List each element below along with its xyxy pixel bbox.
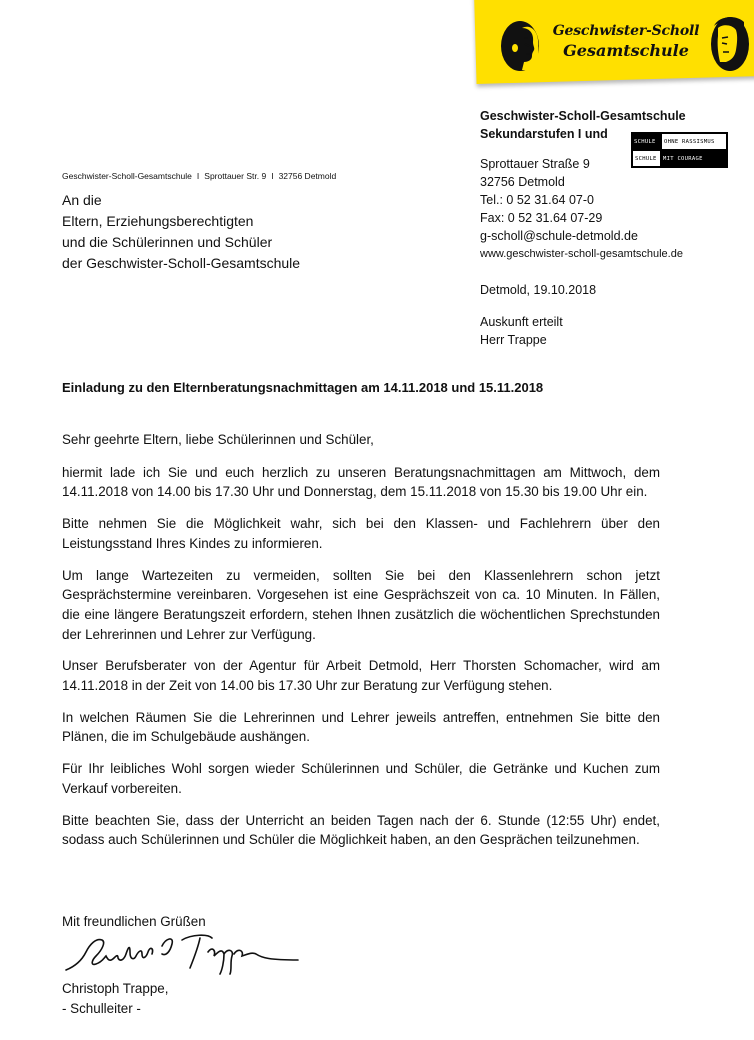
letter-subject: Einladung zu den Elternberatungsnachmittagen am 14.11.2018 und 15.11.2018: [62, 380, 544, 395]
paragraph: Für Ihr leibliches Wohl sorgen wieder Schülerinnen und Schüler, die Getränke und Kuchen zum Verkauf vorbereiten.: [62, 761, 660, 796]
sender-website: www.geschwister-scholl-gesamtschule.de: [480, 248, 683, 260]
sender-name: Geschwister-Scholl-Gesamtschule: [480, 109, 686, 123]
sender-email: g-scholl@schule-detmold.de: [480, 229, 638, 243]
return-address-street: Sprottauer Str. 9: [204, 171, 267, 181]
paragraph: Bitte nehmen Sie die Möglichkeit wahr, sich bei den Klassen- und Fachlehrern über den Leistungsstand Ihres Kindes zu informieren.: [62, 516, 660, 551]
badge-row2-left: SCHULE: [632, 150, 661, 167]
signer-name: Christoph Trappe,: [62, 981, 169, 996]
recipient-line: der Geschwister-Scholl-Gesamtschule: [62, 255, 301, 271]
handwritten-signature-icon: [62, 930, 302, 978]
return-address-school: Geschwister-Scholl-Gesamtschule: [62, 171, 192, 181]
logo-line-2: Gesamtschule: [563, 41, 689, 60]
logo-line-1: Geschwister-Scholl: [552, 23, 700, 39]
recipient-line: und die Schülerinnen und Schüler: [62, 234, 273, 250]
sender-fax: Fax: 0 52 31.64 07-29: [480, 211, 603, 225]
paragraph: hiermit lade ich Sie und euch herzlich zu unseren Beratungsnachmittagen am Mittwoch, dem 14.11.2018 von 14.00 bis 17.30 Uhr und Donnerstag, dem 15.11.2018 von 15.30 bis 19.00 Uhr ein.: [62, 464, 660, 500]
contact-name: Herr Trappe: [480, 333, 547, 347]
sender-subtitle: Sekundarstufen I und: [480, 127, 608, 141]
closing: Mit freundlichen Grüßen: [62, 914, 206, 929]
recipient-line: An die: [62, 192, 102, 208]
contact-label: Auskunft erteilt: [480, 315, 563, 329]
badge-row1-right: OHNE RASSISMUS: [661, 133, 727, 150]
salutation: Sehr geehrte Eltern, liebe Schülerinnen und Schüler,: [62, 432, 374, 447]
return-address-city: 32756 Detmold: [278, 171, 337, 181]
badge-row2-right: MIT COURAGE: [661, 150, 727, 167]
sender-street: Sprottauer Straße 9: [480, 157, 590, 171]
paragraph: In welchen Räumen Sie die Lehrerinnen und Lehrer jeweils antreffen, entnehmen Sie bitte den Plänen, die im Schulgebäude aushängen.: [62, 709, 660, 745]
portrait-woman-icon: [710, 16, 750, 74]
paragraph: Unser Berufsberater von der Agentur für Arbeit Detmold, Herr Thorsten Schomacher, wird am 14.11.2018 in der Zeit von 14.00 bis 17.30 Uhr zur Beratung zur Verfügung stehen.: [62, 658, 660, 694]
school-logo: [500, 16, 750, 74]
sender-phone: Tel.: 0 52 31.64 07-0: [480, 193, 594, 207]
sender-city: 32756 Detmold: [480, 175, 565, 189]
schule-ohne-rassismus-badge: [631, 132, 728, 168]
portrait-man-icon: [500, 20, 540, 72]
separator: I: [271, 171, 274, 181]
signer-title: - Schulleiter -: [62, 1001, 141, 1016]
paragraph: Um lange Wartezeiten zu vermeiden, sollten Sie bei den Klassenlehrern schon jetzt Gesprächstermine vereinbaren. Vorgesehen ist eine Gesprächszeit von ca. 10 Minuten. In Fällen, die eine längere Beratungszeit erfordern, stehen Ihnen zusätzlich die wöchentlichen Sprechstunden der Lehrerinnen und Lehrer zur Verfügung.: [62, 567, 660, 642]
letter-body: [62, 430, 660, 862]
letter-date: Detmold, 19.10.2018: [480, 283, 597, 297]
signer-block: [62, 979, 168, 1019]
recipient-line: Eltern, Erziehungsberechtigten: [62, 213, 254, 229]
return-address-line: [62, 171, 336, 181]
logo-text: [540, 22, 712, 60]
badge-row1-left: SCHULE: [632, 133, 661, 150]
separator: I: [196, 171, 200, 181]
paragraph: Bitte beachten Sie, dass der Unterricht an beiden Tagen nach der 6. Stunde (12:55 Uhr) endet, sodass auch Schülerinnen und Schüler die Möglichkeit haben, an den Gesprächen teilzunehmen.: [62, 812, 660, 848]
recipient-address: [62, 190, 300, 274]
